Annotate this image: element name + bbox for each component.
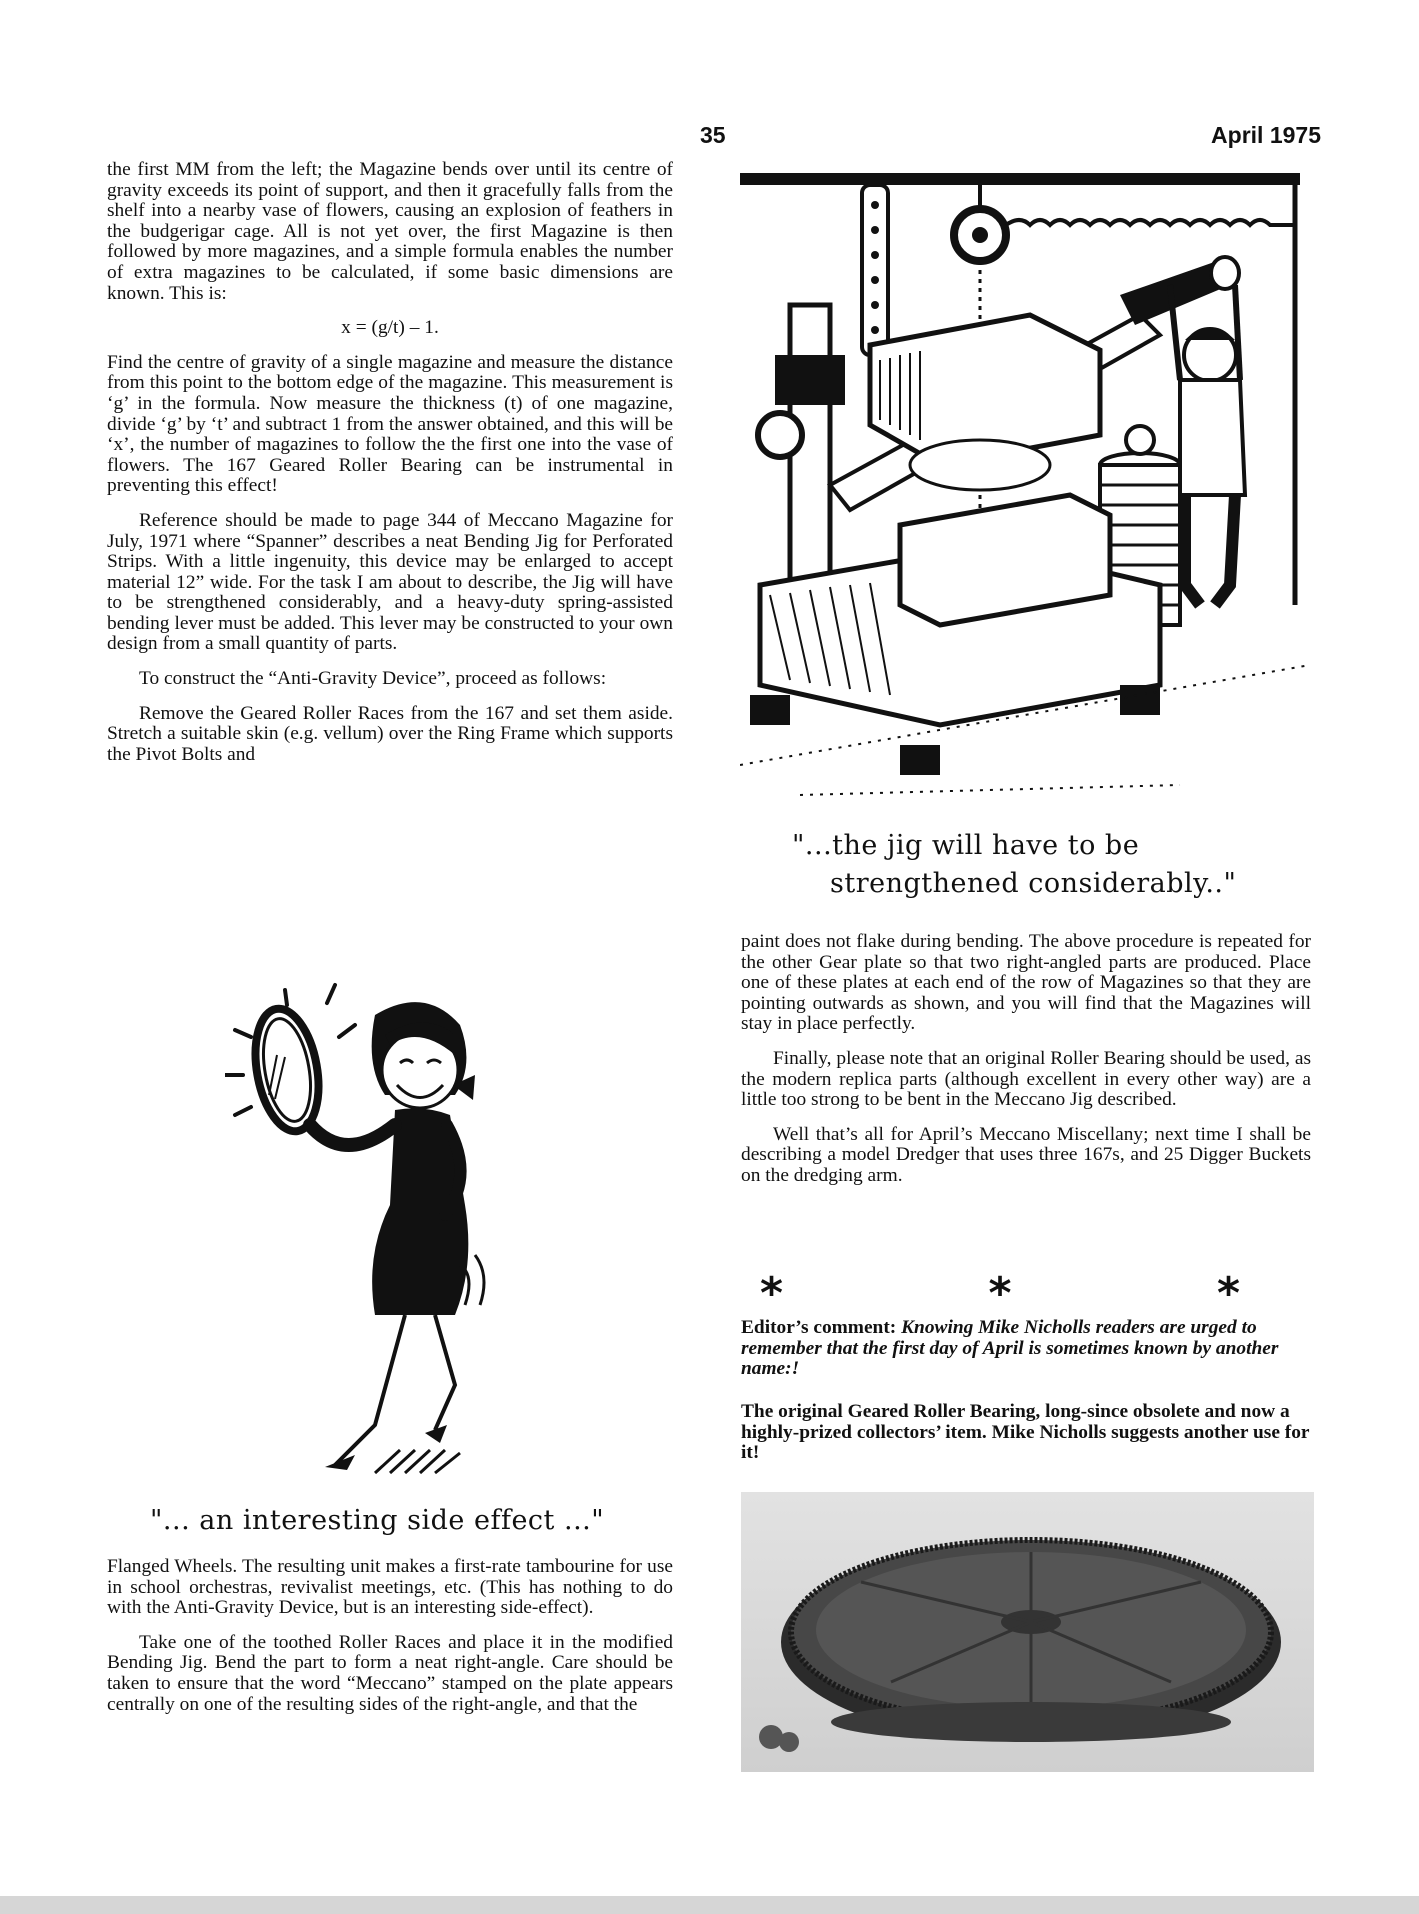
jig-caption-line2: strengthened considerably.." (830, 868, 1237, 899)
right-column (741, 932, 1311, 1201)
paragraph: Find the centre of gravity of a single magazine and measure the distance from this point to the bottom edge of the magazine. This measurement is ‘g’ in the formula. Now measure the thickness (t) of one magazine, divide ‘g’ by ‘t’ and subtract 1 from the answer obtained, and this will be ‘x’, the number of magazines to follow the the first one into the vase of flowers. The 167 Geared Roller Bearing can be instrumental in preventing this effect! (107, 351, 673, 497)
paragraph: Take one of the toothed Roller Races and place it in the modified Bending Jig. Bend the part to form a neat right-angle. Care should be taken to ensure that the word “Meccano” stamped on the plate appears centrally on one of the resulting sides of the right-angle, and that the (107, 1631, 673, 1715)
paragraph: paint does not flake during bending. The above procedure is repeated for the other Gear plate so that two right-angled parts are produced. Place one of these plates at each end of the row of Magazines so that they are pointing outwards as shown, and you will find that the Magazines will stay in place perfectly. (741, 931, 1311, 1035)
paragraph: Flanged Wheels. The resulting unit makes a first-rate tambourine for use in school orchestras, revivalist meetings, etc. (This has nothing to do with the Anti-Gravity Device, but is an interesting side-effect). (107, 1556, 673, 1619)
editor-comment (741, 1318, 1311, 1380)
star: * (760, 1268, 784, 1319)
star: * (988, 1268, 1012, 1319)
paragraph: the first MM from the left; the Magazine bends over until its centre of gravity exceeds its point of support, and then it gracefully falls from the shelf into a nearby vase of flowers, causing an explosion of feathers in the budgerigar cage. All is not yet over, the first Magazine is then followed by more magazines, and a simple formula enables the number of extra magazines to be calculated, if some basic dimensions are known. This is: (107, 159, 673, 304)
side-effect-caption: "... an interesting side effect ..." (150, 1505, 605, 1536)
roller-bearing-image (741, 1492, 1314, 1772)
issue-date: April 1975 (1211, 122, 1321, 148)
left-column-top (107, 160, 673, 779)
formula: x = (g/t) – 1. (341, 317, 439, 339)
paragraph: To construct the “Anti-Gravity Device”, proceed as follows: (139, 668, 607, 690)
roller-bearing-photo (741, 1492, 1314, 1772)
scan-edge (0, 1896, 1419, 1914)
left-column-bottom (107, 1557, 673, 1729)
page-number: 35 (700, 122, 726, 148)
paragraph: Remove the Geared Roller Races from the 167 and set them aside. Stretch a suitable skin (e.g. vellum) over the Ring Frame which supports the Pivot Bolts and (107, 702, 673, 765)
photo-caption: The original Geared Roller Bearing, long-since obsolete and now a highly-prized collectors’ item. Mike Nicholls suggests another use for it! (741, 1401, 1310, 1464)
editor-text: Knowing Mike Nicholls readers are urged to remember that the first day of April is sometimes known by another name:! (741, 1317, 1279, 1380)
tambourine-girl-illustration (225, 975, 555, 1475)
paragraph: Reference should be made to page 344 of Meccano Magazine for July, 1971 where “Spanner” describes a neat Bending Jig for Perforated Strips. With a little ingenuity, this device may be enlarged to accept material 12” wide. For the task I am about to describe, the Jig will have to be strengthened considerably, and a heavy-duty spring-assisted bending lever must be added. This lever may be constructed to your own design from a small quantity of parts. (107, 509, 673, 655)
bending-jig-cartoon (740, 165, 1320, 815)
paragraph: Finally, please note that an original Roller Bearing should be used, as the modern replica parts (although excellent in every other way) are a little too strong to be bent in the Meccano Jig described. (741, 1047, 1311, 1111)
star: * (1216, 1268, 1240, 1319)
paragraph: Well that’s all for April’s Meccano Miscellany; next time I shall be describing a model Dredger that uses three 167s, and 25 Digger Buckets on the dredging arm. (741, 1123, 1311, 1186)
editor-label: Editor’s comment: (741, 1317, 897, 1338)
jig-caption-line1: "...the jig will have to be (792, 830, 1140, 861)
section-divider-stars (760, 1268, 1240, 1319)
